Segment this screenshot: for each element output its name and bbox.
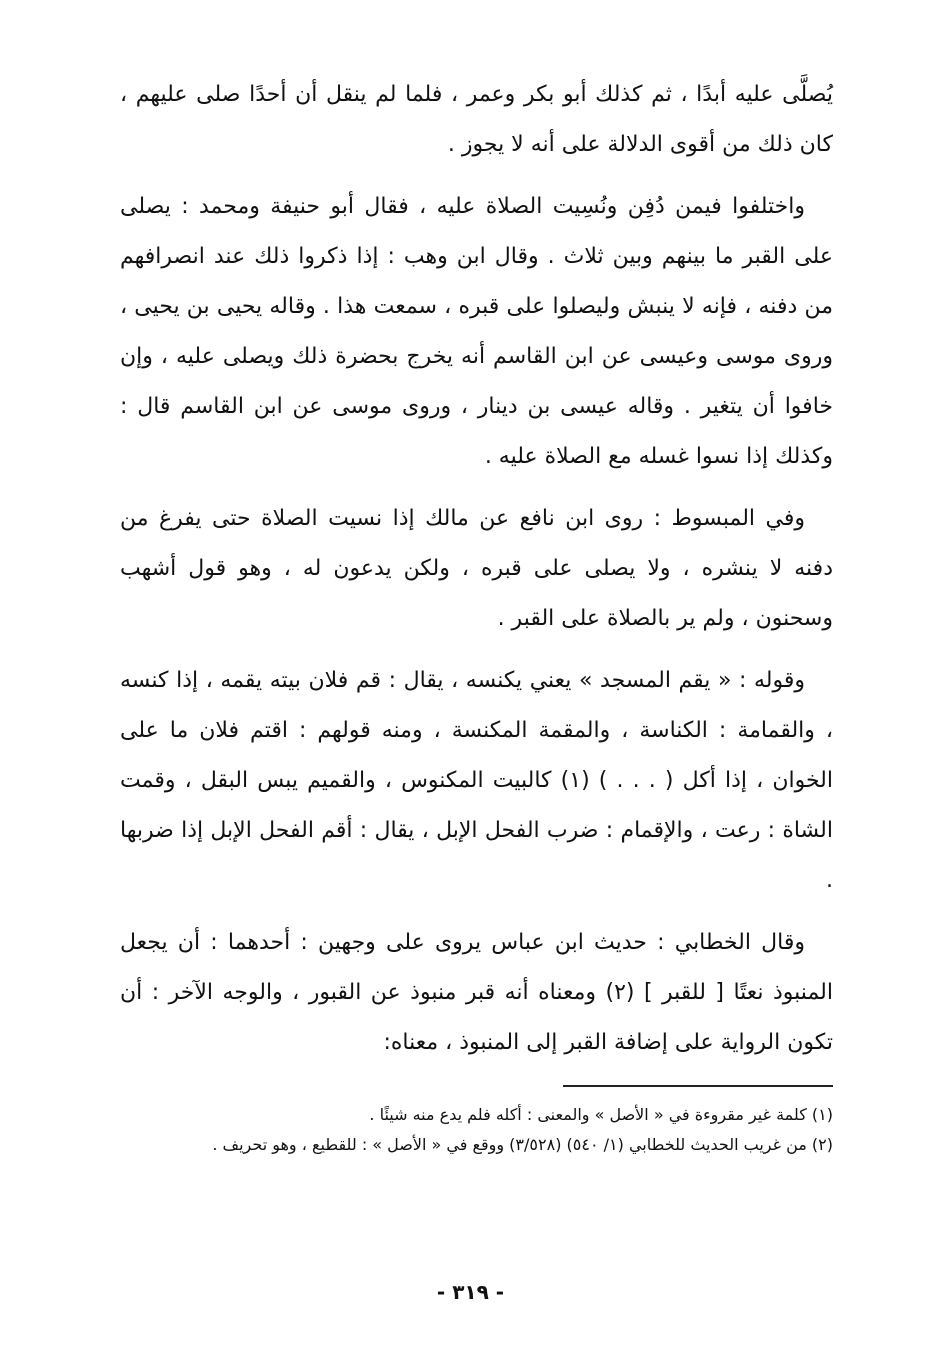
paragraph-4: وقوله : « يقم المسجد » يعني يكنسه ، يقال : قم فلان بيته يقمه ، إذا كنسه ، والقمامة : الكناسة ، والمقمة المكنسة ، ومنه قولهم : اقتم فلان ما على الخوان ، إذا أكل ( . . . ) (١) كالبيت المكنوس ، والقميم يبس البقل ، وقمت الشاة : رعت ، والإقمام : ضرب الفحل الإبل ، يقال : أقم الفحل الإبل إذا ضربها .: [120, 668, 833, 893]
footnote-1: (١) كلمة غير مقروءة في « الأصل » والمعنى : أكله فلم يدع منه شيئًا .: [369, 1105, 833, 1124]
page-number: - ٣١٩ -: [436, 1280, 505, 1304]
footnote-divider: [563, 1085, 833, 1087]
footnote-2: (٢) من غريب الحديث للخطابي (١/ ٥٤٠) (٣/٥٢٨) ووقع في « الأصل » : للقطيع ، وهو تحريف .: [212, 1135, 833, 1154]
paragraph-2: واختلفوا فيمن دُفِن ونُسِيت الصلاة عليه ، فقال أبو حنيفة ومحمد : يصلى على القبر ما بينهم وبين ثلاث . وقال ابن وهب : إذا ذكروا ذلك عند انصرافهم من دفنه ، فإنه لا ينبش وليصلوا على قبره ، سمعت هذا . وقاله يحيى بن يحيى ، وروى موسى وعيسى عن ابن القاسم أنه يخرج بحضرة ذلك ويصلى عليه ، وإن خافوا أن يتغير . وقاله عيسى بن دينار ، وروى موسى عن ابن القاسم قال : وكذلك إذا نسوا غسله مع الصلاة عليه .: [120, 194, 833, 469]
paragraph-5: وقال الخطابي : حديث ابن عباس يروى على وجهين : أحدهما : أن يجعل المنبوذ نعتًا [ للقبر ] (٢) ومعناه أنه قبر منبوذ عن القبور ، والوجه الآخر : أن تكون الرواية على إضافة القبر إلى المنبوذ ، معناه:: [120, 930, 833, 1055]
main-text: [120, 70, 833, 1080]
paragraph-1: يُصلَّى عليه أبدًا ، ثم كذلك أبو بكر وعمر ، فلما لم ينقل أن أحدًا صلى عليهم ، كان ذلك من أقوى الدلالة على أنه لا يجوز .: [120, 82, 833, 157]
paragraph-3: وفي المبسوط : روى ابن نافع عن مالك إذا نسيت الصلاة حتى يفرغ من دفنه لا ينشره ، ولا يصلى على قبره ، ولكن يدعون له ، وهو قول أشهب وسحنون ، ولم ير بالصلاة على القبر .: [120, 506, 833, 631]
footnotes: [120, 1100, 833, 1160]
